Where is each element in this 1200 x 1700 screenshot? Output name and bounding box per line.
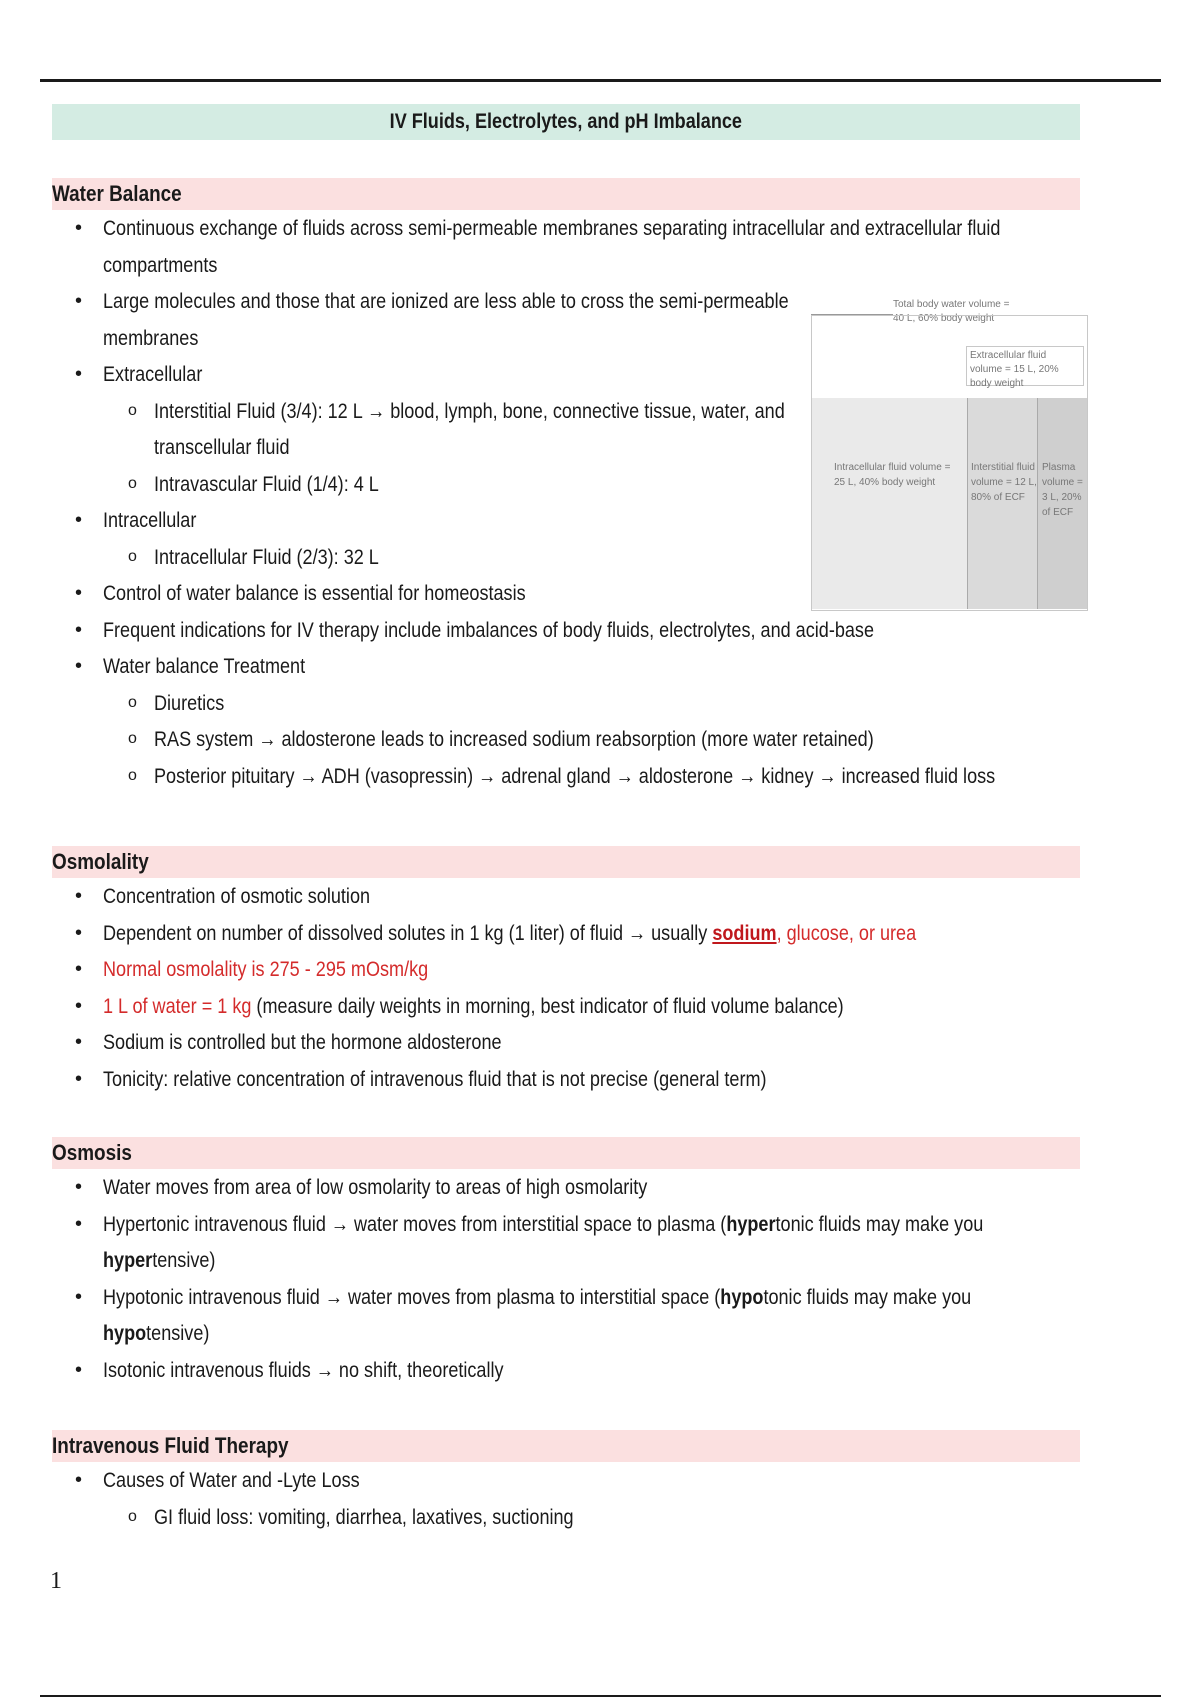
bottom-rule [40,1695,1161,1697]
list-item: • Normal osmolality is 275 - 295 mOsm/kg [52,951,1080,988]
list-item: • Dependent on number of dissolved solutes in 1 kg (1 liter) of fluid → usually sodium, glucose, or urea [52,915,1080,952]
list-item: • Hypertonic intravenous fluid → water moves from interstitial space to plasma (hypertonic fluids may make you hypertensive) [52,1206,1080,1279]
list-item: • Causes of Water and -Lyte Loss [52,1462,1080,1499]
sub-list-item: o Intravascular Fluid (1/4): 4 L [52,466,1080,503]
figure-total-label: Total body water volume = 40 L, 60% body weight [893,299,1010,324]
list-item: • Water moves from area of low osmolarity to areas of high osmolarity [52,1169,1080,1206]
page-number: 1 [50,1568,62,1594]
sub-list-item: o GI fluid loss: vomiting, diarrhea, laxatives, suctioning [52,1499,1080,1536]
body-water-figure [811,290,1087,610]
section-osmosis [52,1137,1080,1388]
section-heading: Water Balance [52,178,1080,210]
sub-list-item: o Posterior pituitary → ADH (vasopressin) → adrenal gland → aldosterone → kidney → increased fluid loss [52,758,1080,795]
figure-ecf-label: Extracellular fluid volume = 15 L, 20% body weight [966,346,1084,386]
sub-list-item: o Interstitial Fluid (3/4): 12 L → blood, lymph, bone, connective tissue, water, and transcellular fluid [52,393,1080,466]
list-item: • 1 L of water = 1 kg (measure daily weights in morning, best indicator of fluid volume balance) [52,988,1080,1025]
list-item: • Extracellular [52,356,1080,393]
sub-list-item: o Diuretics [52,685,1080,722]
list-item: • Water balance Treatment [52,648,1080,685]
list-item: • Control of water balance is essential for homeostasis [52,575,1080,612]
list-item: • Large molecules and those that are ionized are less able to cross the semi-permeable membranes [52,283,1080,356]
section-heading: Osmosis [52,1137,1080,1169]
list-item: • Frequent indications for IV therapy include imbalances of body fluids, electrolytes, and acid-base [52,612,1080,649]
figure-isf-label: Interstitial fluid volume = 12 L, 80% of ECF [971,462,1037,503]
list-item: • Isotonic intravenous fluids → no shift, theoretically [52,1352,1080,1389]
section-iv-therapy [52,1430,1080,1535]
top-rule [40,79,1161,82]
sodium-highlight: sodium [712,920,777,945]
list-item: • Concentration of osmotic solution [52,878,1080,915]
figure-plasma-label: Plasma volume = 3 L, 20% of ECF [1042,462,1083,518]
document-title: IV Fluids, Electrolytes, and pH Imbalance [52,104,1080,140]
section-heading: Intravenous Fluid Therapy [52,1430,1080,1462]
figure-icf-block [812,398,967,609]
figure-icf-label: Intracellular fluid volume = 25 L, 40% body weight [834,462,951,488]
list-item: • Hypotonic intravenous fluid → water moves from plasma to interstitial space (hypotonic fluids may make you hypotensive) [52,1279,1080,1352]
list-item: • Continuous exchange of fluids across semi-permeable membranes separating intracellular and extracellular fluid compartments [52,210,1080,283]
list-item: • Tonicity: relative concentration of intravenous fluid that is not precise (general term) [52,1061,1080,1098]
section-osmolality [52,846,1080,1097]
section-heading: Osmolality [52,846,1080,878]
sub-list-item: o RAS system → aldosterone leads to increased sodium reabsorption (more water retained) [52,721,1080,758]
list-item: • Sodium is controlled but the hormone aldosterone [52,1024,1080,1061]
figure-plasma-block [1037,398,1087,609]
list-item: • Intracellular [52,502,1080,539]
figure-isf-block [967,398,1038,609]
sub-list-item: o Intracellular Fluid (2/3): 32 L [52,539,1080,576]
